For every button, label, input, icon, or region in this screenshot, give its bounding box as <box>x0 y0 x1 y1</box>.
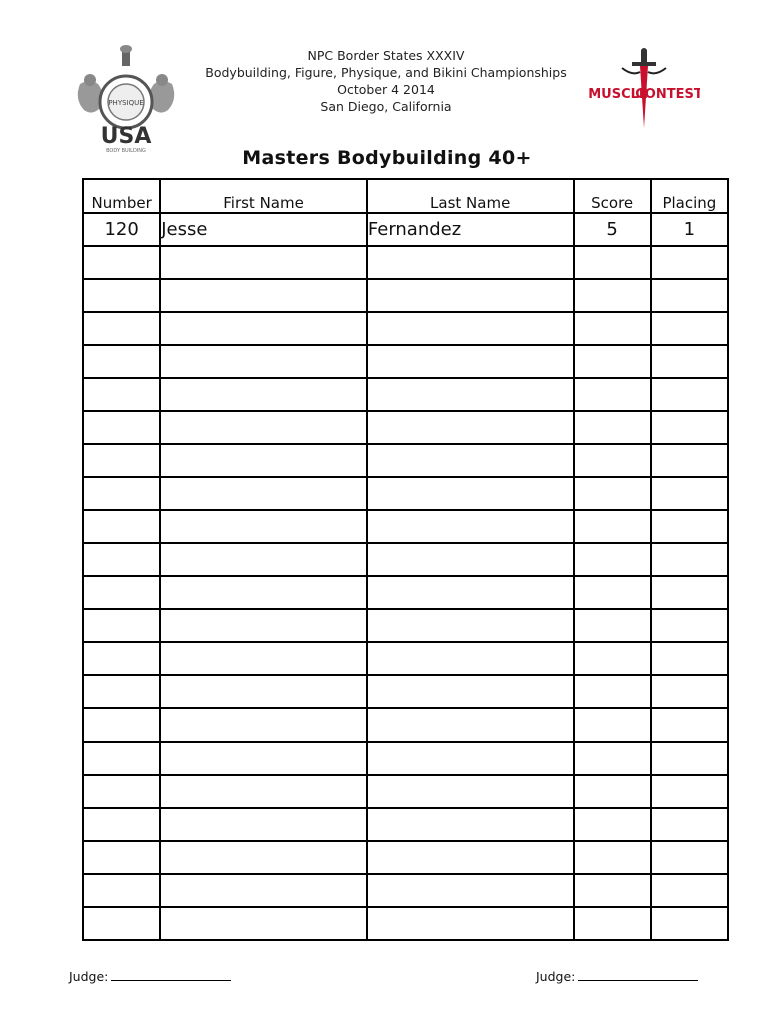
muscle-contest-logo <box>588 48 700 132</box>
event-location: San Diego, California <box>320 99 452 114</box>
cell-placing <box>651 907 728 940</box>
cell-number <box>83 808 160 841</box>
table-row <box>83 411 728 444</box>
cell-last-name: Fernandez <box>367 213 574 246</box>
event-name: NPC Border States XXXIV <box>307 48 465 63</box>
cell-number <box>83 246 160 279</box>
cell-score <box>574 708 651 741</box>
cell-placing <box>651 576 728 609</box>
table-row <box>83 312 728 345</box>
cell-placing <box>651 543 728 576</box>
cell-first-name <box>160 609 367 642</box>
cell-last-name <box>367 907 574 940</box>
cell-placing <box>651 312 728 345</box>
table-row <box>83 708 728 741</box>
cell-number <box>83 378 160 411</box>
table-row <box>83 510 728 543</box>
cell-score <box>574 675 651 708</box>
cell-last-name <box>367 345 574 378</box>
cell-last-name <box>367 742 574 775</box>
cell-first-name <box>160 510 367 543</box>
cell-score <box>574 907 651 940</box>
cell-first-name <box>160 675 367 708</box>
table-row <box>83 907 728 940</box>
cell-placing: 1 <box>651 213 728 246</box>
table-row <box>83 874 728 907</box>
cell-number <box>83 312 160 345</box>
cell-number: 120 <box>83 213 160 246</box>
cell-last-name <box>367 543 574 576</box>
cell-placing <box>651 510 728 543</box>
event-divisions: Bodybuilding, Figure, Physique, and Bikini Championships <box>205 65 567 80</box>
cell-first-name <box>160 576 367 609</box>
event-date: October 4 2014 <box>337 82 435 97</box>
cell-last-name <box>367 708 574 741</box>
cell-score <box>574 510 651 543</box>
cell-placing <box>651 246 728 279</box>
cell-placing <box>651 411 728 444</box>
cell-score <box>574 742 651 775</box>
cell-last-name <box>367 808 574 841</box>
logo-word-contest: CONTEST <box>635 87 700 102</box>
cell-number <box>83 874 160 907</box>
cell-first-name <box>160 775 367 808</box>
cell-placing <box>651 775 728 808</box>
table-row <box>83 477 728 510</box>
cell-score: 5 <box>574 213 651 246</box>
header-placing: Placing <box>651 179 728 213</box>
cell-last-name <box>367 444 574 477</box>
cell-first-name: Jesse <box>160 213 367 246</box>
header-first-name: First Name <box>160 179 367 213</box>
logo-word-muscle: MUSCLE <box>588 87 648 102</box>
table-row <box>83 246 728 279</box>
cell-first-name <box>160 808 367 841</box>
cell-first-name <box>160 345 367 378</box>
cell-last-name <box>367 510 574 543</box>
cell-placing <box>651 378 728 411</box>
table-row <box>83 543 728 576</box>
cell-placing <box>651 609 728 642</box>
cell-last-name <box>367 378 574 411</box>
cell-number <box>83 279 160 312</box>
table-row <box>83 675 728 708</box>
table-row <box>83 345 728 378</box>
cell-number <box>83 775 160 808</box>
cell-number <box>83 543 160 576</box>
cell-last-name <box>367 411 574 444</box>
cell-number <box>83 841 160 874</box>
cell-placing <box>651 444 728 477</box>
results-table <box>82 178 729 941</box>
cell-number <box>83 642 160 675</box>
judge-signature-left <box>69 969 231 984</box>
cell-score <box>574 642 651 675</box>
cell-placing <box>651 808 728 841</box>
judge-label: Judge: <box>536 969 576 984</box>
table-row <box>83 213 728 246</box>
cell-number <box>83 411 160 444</box>
cell-placing <box>651 874 728 907</box>
cell-placing <box>651 279 728 312</box>
cell-number <box>83 510 160 543</box>
cell-score <box>574 411 651 444</box>
cell-number <box>83 576 160 609</box>
cell-placing <box>651 708 728 741</box>
table-row <box>83 378 728 411</box>
cell-number <box>83 345 160 378</box>
cell-last-name <box>367 642 574 675</box>
cell-score <box>574 609 651 642</box>
logo-sub-text: BODY BUILDING <box>106 148 146 154</box>
cell-score <box>574 345 651 378</box>
cell-number <box>83 477 160 510</box>
cell-number <box>83 675 160 708</box>
cell-number <box>83 609 160 642</box>
cell-last-name <box>367 312 574 345</box>
cell-score <box>574 477 651 510</box>
cell-first-name <box>160 411 367 444</box>
cell-score <box>574 378 651 411</box>
cell-placing <box>651 841 728 874</box>
cell-score <box>574 775 651 808</box>
cell-number <box>83 444 160 477</box>
cell-first-name <box>160 708 367 741</box>
judge-label: Judge: <box>69 969 109 984</box>
cell-last-name <box>367 775 574 808</box>
cell-last-name <box>367 246 574 279</box>
table-row <box>83 642 728 675</box>
cell-score <box>574 874 651 907</box>
cell-placing <box>651 675 728 708</box>
logo-usa-text: USA <box>100 124 152 149</box>
cell-placing <box>651 642 728 675</box>
table-header-row <box>83 179 728 213</box>
cell-number <box>83 907 160 940</box>
cell-score <box>574 312 651 345</box>
table-row <box>83 808 728 841</box>
cell-placing <box>651 742 728 775</box>
cell-number <box>83 708 160 741</box>
cell-first-name <box>160 841 367 874</box>
cell-last-name <box>367 279 574 312</box>
table-row <box>83 576 728 609</box>
cell-last-name <box>367 609 574 642</box>
header-score: Score <box>574 179 651 213</box>
table-row <box>83 444 728 477</box>
cell-last-name <box>367 477 574 510</box>
cell-placing <box>651 345 728 378</box>
cell-last-name <box>367 841 574 874</box>
cell-first-name <box>160 874 367 907</box>
cell-first-name <box>160 543 367 576</box>
signature-line <box>578 970 698 981</box>
cell-first-name <box>160 378 367 411</box>
cell-score <box>574 444 651 477</box>
cell-first-name <box>160 907 367 940</box>
division-title: Masters Bodybuilding 40+ <box>242 147 532 169</box>
cell-first-name <box>160 246 367 279</box>
cell-first-name <box>160 742 367 775</box>
cell-score <box>574 841 651 874</box>
table-row <box>83 279 728 312</box>
table-row <box>83 609 728 642</box>
npc-usa-logo <box>70 44 182 156</box>
cell-score <box>574 246 651 279</box>
cell-number <box>83 742 160 775</box>
cell-first-name <box>160 642 367 675</box>
cell-score <box>574 576 651 609</box>
event-header <box>190 47 582 115</box>
cell-placing <box>651 477 728 510</box>
cell-last-name <box>367 675 574 708</box>
header-last-name: Last Name <box>367 179 574 213</box>
signature-line <box>111 970 231 981</box>
judge-signature-right <box>536 969 698 984</box>
table-row <box>83 775 728 808</box>
cell-score <box>574 279 651 312</box>
cell-first-name <box>160 444 367 477</box>
cell-last-name <box>367 874 574 907</box>
table-row <box>83 841 728 874</box>
cell-score <box>574 808 651 841</box>
cell-first-name <box>160 279 367 312</box>
cell-first-name <box>160 477 367 510</box>
table-row <box>83 742 728 775</box>
cell-first-name <box>160 312 367 345</box>
cell-score <box>574 543 651 576</box>
cell-last-name <box>367 576 574 609</box>
logo-seal-text: PHYSIQUE <box>108 99 144 107</box>
header-number: Number <box>83 179 160 213</box>
